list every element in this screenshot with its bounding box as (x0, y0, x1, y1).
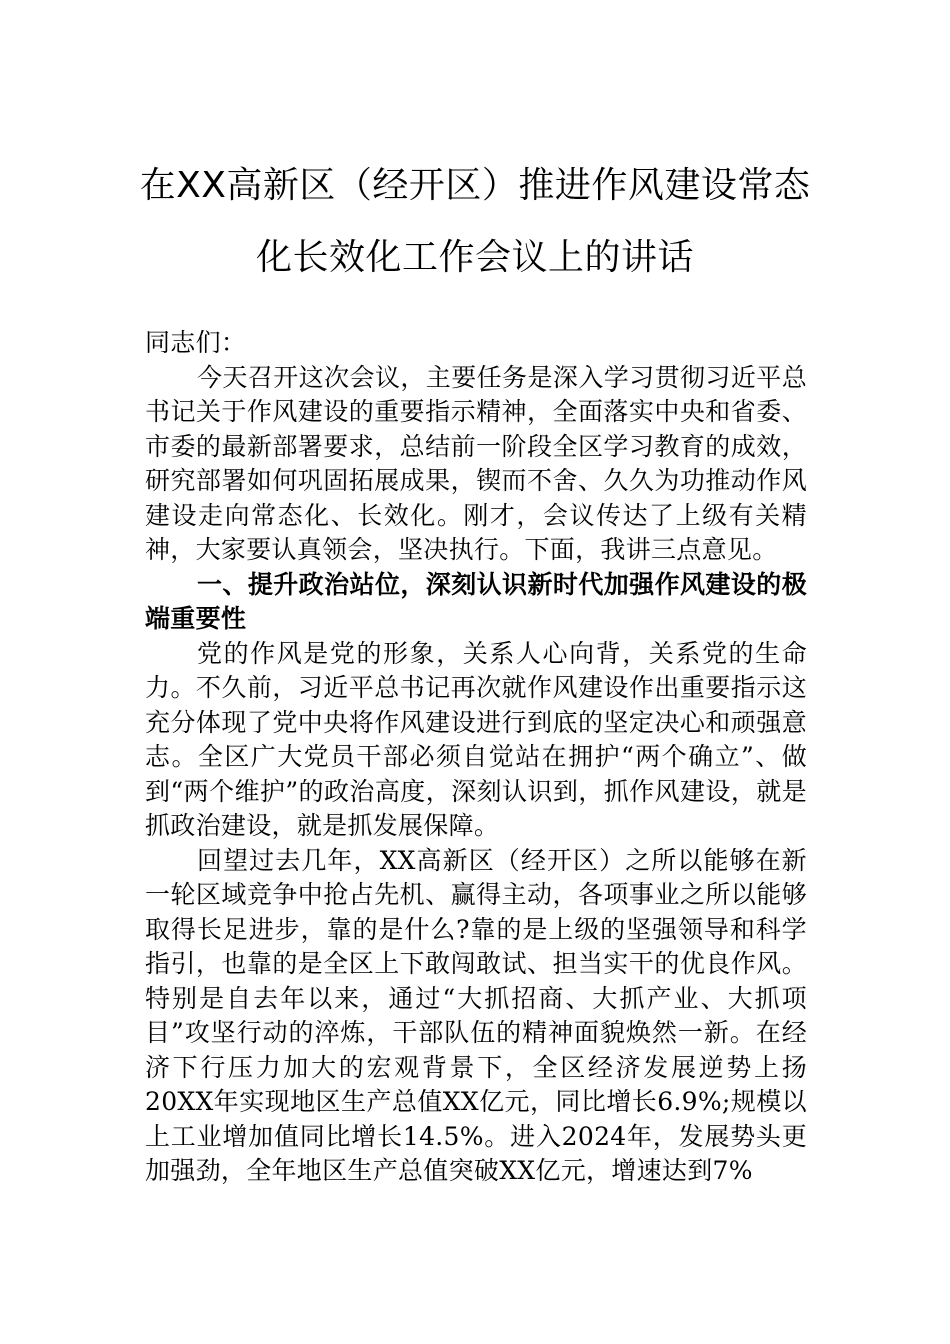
document-body (145, 326, 807, 1189)
paragraph-review: 回望过去几年，XX高新区（经开区）之所以能够在新一轮区域竞争中抢占先机、赢得主动，各项事业之所以能够取得长足进步，靠的是什么?靠的是上级的坚强领导和科学指引，也靠的是全区上下敢闯敢试、担当实干的优良作风。特别是自去年以来，通过“大抓招商、大抓产业、大抓项目”攻坚行动的淬炼，干部队伍的精神面貌焕然一新。在经济下行压力加大的宏观背景下，全区经济发展逆势上扬20XX年实现地区生产总值XX亿元，同比增长6.9%;规模以上工业增加值同比增长14.5%。进入2024年，发展势头更加强劲，全年地区生产总值突破XX亿元，增速达到7% (145, 845, 807, 1185)
salutation: 同志们： (145, 328, 247, 357)
section-heading-1: 一、提升政治站位，深刻认识新时代加强作风建设的极端重要性 (145, 569, 807, 633)
document-title-line-1: 在XX高新区（经开区）推进作风建设常态 (139, 165, 811, 206)
document-title-line-2: 化长效化工作会议上的讲话 (255, 237, 694, 278)
paragraph-opening: 今天召开这次会议，主要任务是深入学习贯彻习近平总书记关于作风建设的重要指示精神，全面落实中央和省委、市委的最新部署要求，总结前一阶段全区学习教育的成效，研究部署如何巩固拓展成果，锲而不舍、久久为功推动作风建设走向常态化、长效化。刚才，会议传达了上级有关精神，大家要认真领会，坚决执行。下面，我讲三点意见。 (145, 362, 807, 564)
paragraph-party-style: 党的作风是党的形象，关系人心向背，关系党的生命力。不久前，习近平总书记再次就作风建设作出重要指示这充分体现了党中央将作风建设进行到底的坚定决心和顽强意志。全区广大党员干部必须自觉站在拥护“两个确立”、做到“两个维护”的政治高度，深刻认识到，抓作风建设，就是抓政治建设，就是抓发展保障。 (145, 638, 807, 840)
